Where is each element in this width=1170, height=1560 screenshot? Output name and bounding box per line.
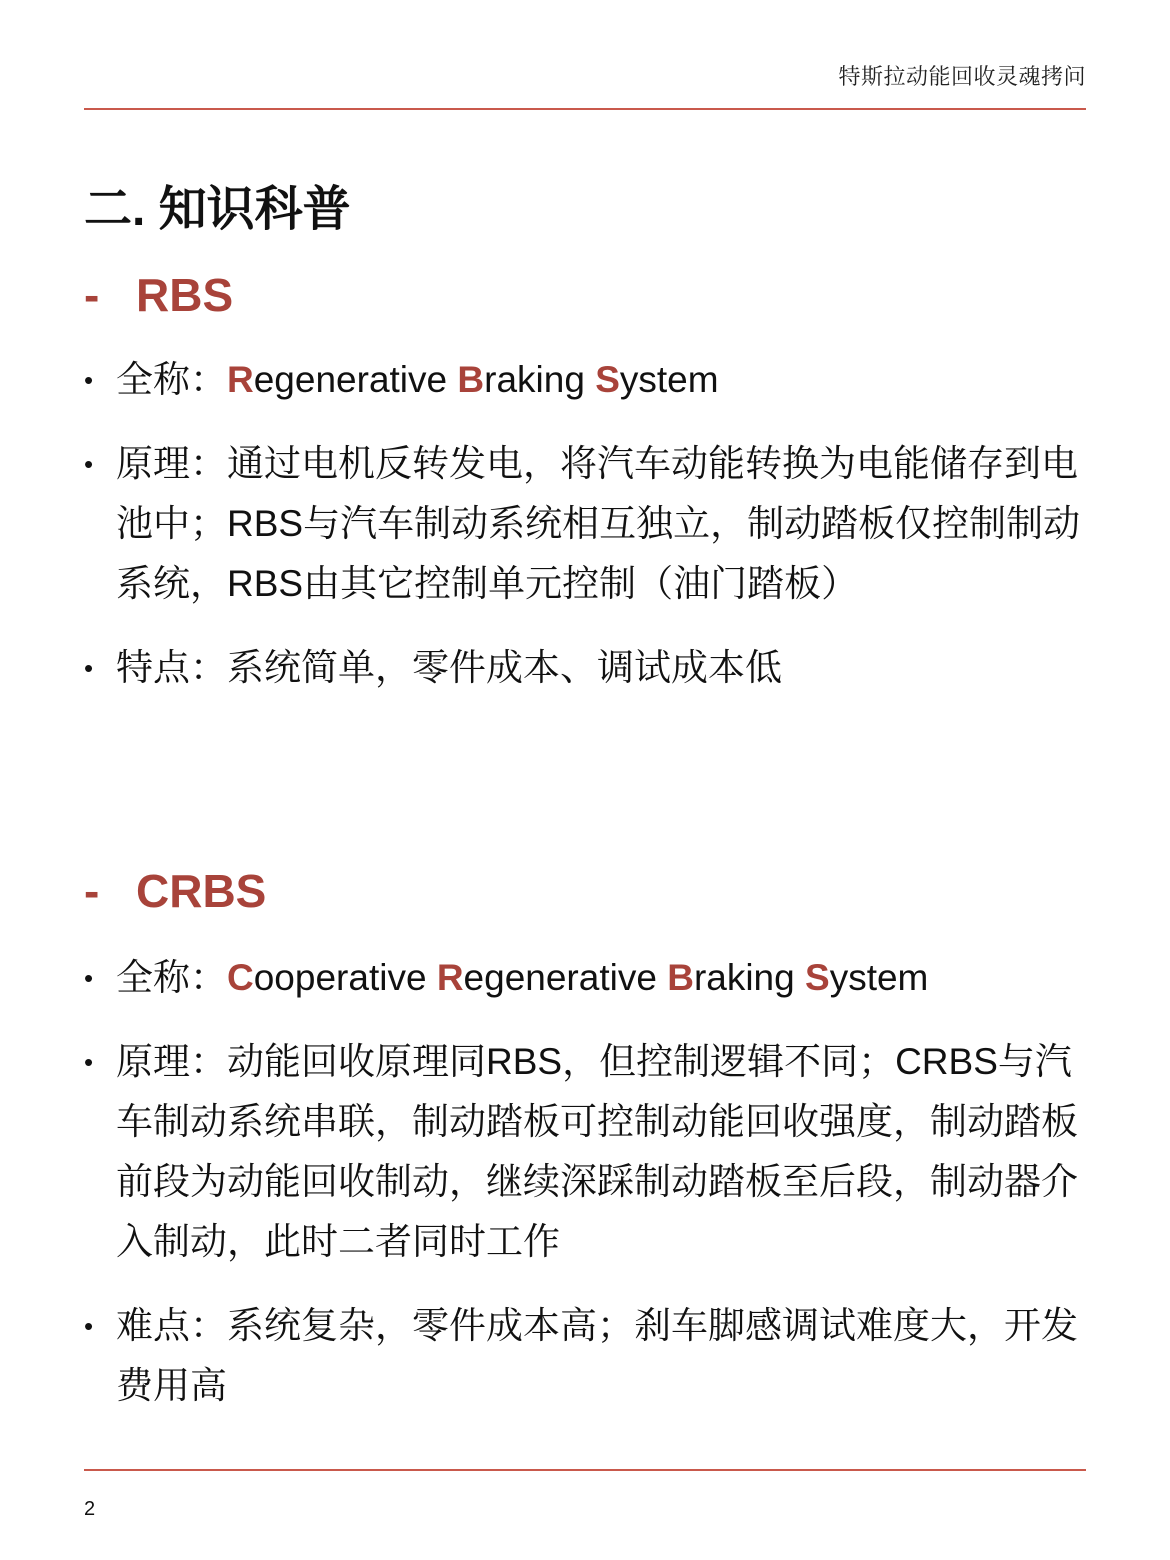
features-text: 系统简单，零件成本、调试成本低	[227, 647, 782, 688]
difficulties-label: 难点：	[116, 1305, 227, 1346]
bullet-icon: •	[84, 1047, 94, 1077]
acronym-word-rest: ystem	[829, 957, 929, 998]
rbs-principle-item	[84, 434, 1084, 614]
principle-label: 原理：	[116, 1041, 227, 1082]
acronym-initial-s: S	[805, 957, 830, 998]
acronym-word-rest: egenerative	[463, 957, 668, 998]
page-number: 2	[84, 1498, 96, 1520]
bullet-icon: •	[84, 963, 94, 993]
bullet-icon: •	[84, 653, 94, 683]
acronym-initial-b: B	[667, 957, 694, 998]
rbs-fullname-item	[84, 350, 1084, 410]
acronym-word-rest: egenerative	[253, 359, 458, 400]
bullet-icon: •	[84, 1311, 94, 1341]
rbs-heading	[84, 268, 233, 322]
bullet-icon: •	[84, 365, 94, 395]
crbs-fullname-item	[84, 948, 1084, 1008]
crbs-principle-item	[84, 1032, 1084, 1272]
acronym-word-rest: raking	[484, 359, 596, 400]
dash-marker: -	[84, 269, 100, 321]
crbs-difficulties-item	[84, 1296, 1084, 1416]
principle-text: 通过电机反转发电，将汽车动能转换为电能储存到电池中；RBS与汽车制动系统相互独立，制动踏板仅控制制动系统，RBS由其它控制单元控制（油门踏板）	[116, 443, 1081, 604]
acronym-word-rest: raking	[693, 957, 805, 998]
crbs-bullet-list	[84, 948, 1084, 1440]
dash-marker: -	[84, 865, 100, 917]
header-title: 特斯拉动能回收灵魂拷问	[838, 64, 1086, 89]
rbs-heading-text: RBS	[136, 269, 234, 321]
bullet-icon: •	[84, 449, 94, 479]
acronym-word-rest: ooperative	[253, 957, 437, 998]
acronym-initial-r: R	[436, 957, 464, 998]
crbs-heading	[84, 864, 266, 918]
principle-label: 原理：	[116, 443, 227, 484]
crbs-heading-text: CRBS	[136, 865, 267, 917]
acronym-initial-s: S	[595, 359, 620, 400]
rbs-bullet-list	[84, 350, 1084, 722]
acronym-initial-c: C	[227, 957, 254, 998]
acronym-initial-r: R	[227, 359, 254, 400]
difficulties-text: 系统复杂，零件成本高；刹车脚感调试难度大，开发费用高	[116, 1305, 1078, 1406]
acronym-initial-b: B	[457, 359, 485, 400]
section-title: 二. 知识科普	[84, 183, 351, 236]
principle-text: 动能回收原理同RBS，但控制逻辑不同；CRBS与汽车制动系统串联，制动踏板可控制动能回收强度，制动踏板前段为动能回收制动，继续深踩制动踏板至后段，制动器介入制动，此时二者同时工作	[116, 1041, 1078, 1262]
bottom-rule-divider	[84, 1469, 1086, 1471]
fullname-label: 全称：	[116, 957, 227, 998]
rbs-features-item	[84, 638, 1084, 698]
acronym-word-rest: ystem	[619, 359, 719, 400]
top-rule-divider	[84, 108, 1086, 110]
features-label: 特点：	[116, 647, 227, 688]
fullname-label: 全称：	[116, 359, 227, 400]
